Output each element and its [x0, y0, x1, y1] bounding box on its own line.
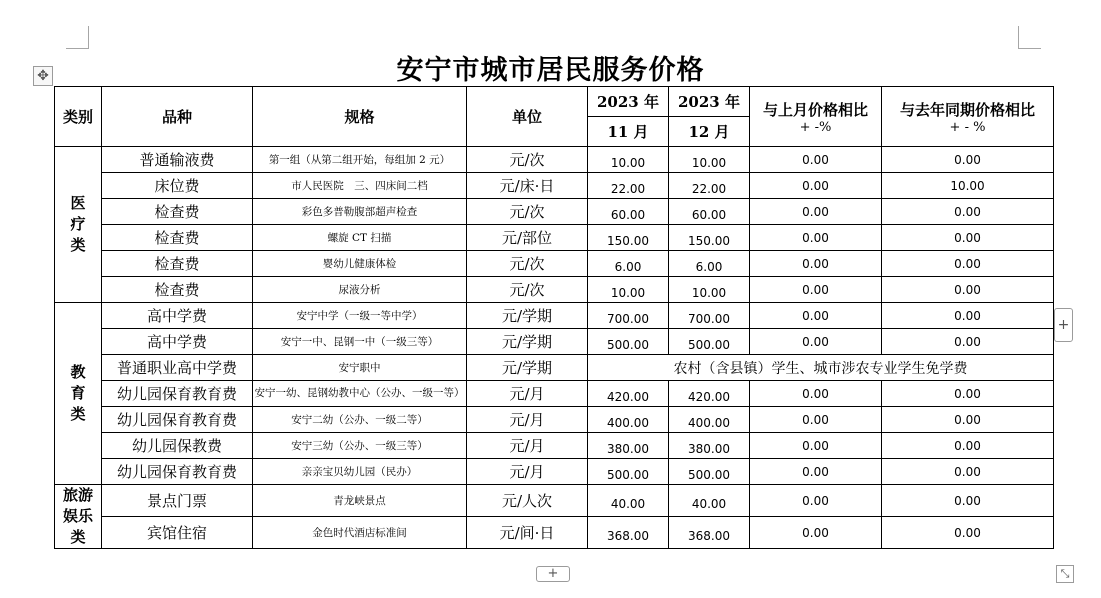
price-table [54, 86, 1054, 549]
item-name: 床位费 [102, 173, 253, 199]
change-yoy: 0.00 [882, 251, 1054, 277]
change-mom: 0.00 [750, 485, 882, 517]
table-row [55, 225, 1054, 251]
header-mom [750, 87, 882, 147]
category-education: 教育类 [55, 303, 102, 485]
change-yoy: 10.00 [882, 173, 1054, 199]
price-dec: 500.00 [669, 459, 750, 485]
item-name: 普通输液费 [102, 147, 253, 173]
change-mom: 0.00 [750, 329, 882, 355]
change-yoy: 0.00 [882, 459, 1054, 485]
table-row [55, 277, 1054, 303]
price-dec: 6.00 [669, 251, 750, 277]
header-year-dec: 2023 年 [669, 87, 750, 117]
header-mom-sub: + -% [799, 119, 832, 135]
price-dec: 368.00 [669, 517, 750, 549]
category-medical: 医疗类 [55, 147, 102, 303]
price-dec: 500.00 [669, 329, 750, 355]
table-row [55, 173, 1054, 199]
change-yoy: 0.00 [882, 381, 1054, 407]
item-spec: 安宁二幼（公办、一级二等） [253, 407, 467, 433]
price-dec: 400.00 [669, 407, 750, 433]
change-yoy: 0.00 [882, 277, 1054, 303]
item-name: 幼儿园保育教育费 [102, 459, 253, 485]
table-row [55, 485, 1054, 517]
item-unit: 元/学期 [467, 355, 588, 381]
change-mom: 0.00 [750, 147, 882, 173]
item-unit: 元/次 [467, 147, 588, 173]
price-nov: 40.00 [588, 485, 669, 517]
header-month-nov: 11 月 [588, 117, 669, 147]
header-year-nov: 2023 年 [588, 87, 669, 117]
table-row [55, 433, 1054, 459]
header-mom-label: 与上月价格相比 [762, 100, 868, 119]
item-name: 检查费 [102, 199, 253, 225]
table-row [55, 407, 1054, 433]
change-mom: 0.00 [750, 407, 882, 433]
price-nov: 10.00 [588, 277, 669, 303]
item-name: 幼儿园保育教育费 [102, 407, 253, 433]
price-dec: 10.00 [669, 277, 750, 303]
item-unit: 元/月 [467, 433, 588, 459]
change-yoy: 0.00 [882, 517, 1054, 549]
price-dec: 22.00 [669, 173, 750, 199]
item-spec: 安宁三幼（公办、一级三等） [253, 433, 467, 459]
change-mom: 0.00 [750, 517, 882, 549]
page-corner-mark-left [66, 26, 89, 49]
category-tourism: 旅游娱乐类 [55, 485, 102, 549]
item-name: 检查费 [102, 277, 253, 303]
price-dec: 150.00 [669, 225, 750, 251]
item-spec: 安宁中学（一级一等中学） [253, 303, 467, 329]
change-yoy: 0.00 [882, 225, 1054, 251]
item-spec: 安宁一幼、昆钢幼教中心（公办、一级一等） [253, 381, 467, 407]
item-unit: 元/月 [467, 459, 588, 485]
item-name: 检查费 [102, 225, 253, 251]
change-yoy: 0.00 [882, 199, 1054, 225]
price-nov: 380.00 [588, 433, 669, 459]
table-row [55, 251, 1054, 277]
item-unit: 元/月 [467, 381, 588, 407]
item-unit: 元/部位 [467, 225, 588, 251]
change-mom: 0.00 [750, 251, 882, 277]
table-move-icon[interactable]: ✥ [33, 66, 53, 86]
price-dec: 420.00 [669, 381, 750, 407]
item-name: 高中学费 [102, 303, 253, 329]
change-mom: 0.00 [750, 277, 882, 303]
item-spec: 青龙峡景点 [253, 485, 467, 517]
change-mom: 0.00 [750, 433, 882, 459]
price-nov: 60.00 [588, 199, 669, 225]
item-unit: 元/学期 [467, 303, 588, 329]
price-nov: 10.00 [588, 147, 669, 173]
price-nov: 420.00 [588, 381, 669, 407]
header-yoy-sub: + - % [949, 119, 986, 135]
item-unit: 元/次 [467, 199, 588, 225]
price-dec: 10.00 [669, 147, 750, 173]
change-mom: 0.00 [750, 199, 882, 225]
price-nov: 368.00 [588, 517, 669, 549]
page-corner-mark-right [1018, 26, 1041, 49]
table-row [55, 303, 1054, 329]
item-name: 幼儿园保教费 [102, 433, 253, 459]
item-spec: 彩色多普勒腹部超声检查 [253, 199, 467, 225]
item-name: 检查费 [102, 251, 253, 277]
item-unit: 元/次 [467, 277, 588, 303]
table-row [55, 329, 1054, 355]
table-row [55, 147, 1054, 173]
table-row [55, 517, 1054, 549]
exemption-note: 农村（含县镇）学生、城市涉农专业学生免学费 [588, 355, 1054, 381]
table-row [55, 355, 1054, 381]
header-unit: 单位 [467, 87, 588, 147]
item-spec: 安宁职中 [253, 355, 467, 381]
add-column-button[interactable]: + [1054, 308, 1073, 342]
item-name: 高中学费 [102, 329, 253, 355]
price-dec: 700.00 [669, 303, 750, 329]
price-dec: 380.00 [669, 433, 750, 459]
change-yoy: 0.00 [882, 303, 1054, 329]
change-mom: 0.00 [750, 303, 882, 329]
item-spec: 市人民医院 三、四床间二档 [253, 173, 467, 199]
item-name: 宾馆住宿 [102, 517, 253, 549]
change-yoy: 0.00 [882, 147, 1054, 173]
table-row [55, 199, 1054, 225]
item-spec: 金色时代酒店标准间 [253, 517, 467, 549]
change-mom: 0.00 [750, 225, 882, 251]
item-unit: 元/月 [467, 407, 588, 433]
table-row [55, 381, 1054, 407]
item-unit: 元/人次 [467, 485, 588, 517]
item-spec: 尿液分析 [253, 277, 467, 303]
header-spec: 规格 [253, 87, 467, 147]
item-name: 幼儿园保育教育费 [102, 381, 253, 407]
table-resize-icon[interactable]: ⤡ [1056, 565, 1074, 583]
item-name: 景点门票 [102, 485, 253, 517]
change-yoy: 0.00 [882, 407, 1054, 433]
header-category: 类别 [55, 87, 102, 147]
change-yoy: 0.00 [882, 329, 1054, 355]
change-mom: 0.00 [750, 173, 882, 199]
change-yoy: 0.00 [882, 433, 1054, 459]
price-nov: 22.00 [588, 173, 669, 199]
price-nov: 400.00 [588, 407, 669, 433]
page-title: 安宁市城市居民服务价格 [396, 55, 705, 86]
table-row [55, 459, 1054, 485]
item-spec: 安宁一中、昆钢一中（一级三等） [253, 329, 467, 355]
item-spec: 婴幼儿健康体检 [253, 251, 467, 277]
change-mom: 0.00 [750, 459, 882, 485]
header-month-dec: 12 月 [669, 117, 750, 147]
price-dec: 40.00 [669, 485, 750, 517]
price-nov: 150.00 [588, 225, 669, 251]
item-unit: 元/床·日 [467, 173, 588, 199]
price-nov: 500.00 [588, 329, 669, 355]
change-yoy: 0.00 [882, 485, 1054, 517]
add-row-button[interactable]: + [536, 566, 570, 582]
item-spec: 第一组（从第二组开始，每组加 2 元） [253, 147, 467, 173]
item-unit: 元/间·日 [467, 517, 588, 549]
price-dec: 60.00 [669, 199, 750, 225]
item-spec: 亲亲宝贝幼儿园（民办） [253, 459, 467, 485]
price-nov: 500.00 [588, 459, 669, 485]
price-nov: 700.00 [588, 303, 669, 329]
price-nov: 6.00 [588, 251, 669, 277]
header-item: 品种 [102, 87, 253, 147]
item-unit: 元/学期 [467, 329, 588, 355]
item-spec: 螺旋 CT 扫描 [253, 225, 467, 251]
item-name: 普通职业高中学费 [102, 355, 253, 381]
header-yoy-label: 与去年同期价格相比 [899, 100, 1035, 119]
header-yoy [882, 87, 1054, 147]
change-mom: 0.00 [750, 381, 882, 407]
item-unit: 元/次 [467, 251, 588, 277]
